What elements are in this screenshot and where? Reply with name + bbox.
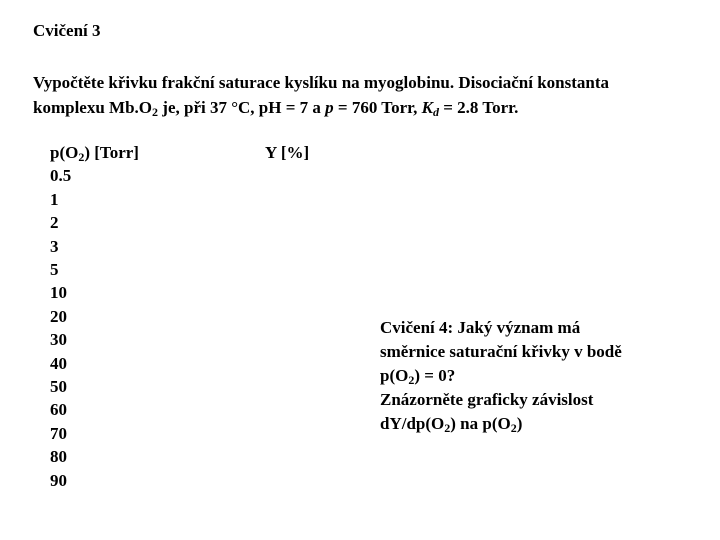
pressure-value: 20 (50, 306, 67, 326)
pressure-value: 0.5 (50, 166, 72, 186)
pressure-value: 60 (50, 400, 67, 420)
pressure-column (50, 141, 139, 492)
task-complex-text: komplexu Mb.O (33, 98, 153, 117)
pressure-value: 30 (50, 330, 67, 350)
pressure-value: 2 (50, 213, 59, 233)
pressure-symbol: p (325, 98, 334, 117)
exercise-4-line: $dY/dp(O_2)$ na $p(O_2)$ (380, 414, 523, 435)
exercise-title: Cvičení 3 (33, 21, 101, 40)
pressure-value: 40 (50, 353, 67, 373)
task-line-1: Vypočtěte křivku frakční saturace kyslíku na myoglobinu. Disociační konstanta (33, 73, 610, 92)
task-complex-subscript: 2 (152, 105, 159, 119)
pressure-value: 10 (50, 283, 67, 303)
pressure-value: 50 (50, 377, 67, 397)
pressure-value: 80 (50, 447, 67, 467)
pressure-value: 3 (50, 236, 59, 256)
kd-subscript: d (432, 105, 439, 119)
pressure-value-text: = 760 Torr, (333, 98, 422, 117)
task-description (33, 70, 718, 120)
pressure-value: 1 (50, 189, 59, 209)
exercise-4-line: Cvičení 4: Jaký význam má (380, 318, 581, 337)
exercise-4-block (380, 316, 710, 436)
exercise-4-line: Znázorněte graficky závislost (380, 390, 594, 409)
pressure-value: 90 (50, 470, 67, 490)
pressure-value: 70 (50, 423, 67, 443)
kd-symbol: K (421, 98, 433, 117)
exercise-4-line: směrnice saturační křivky v bodě (380, 342, 622, 361)
kd-value-text: = 2.8 Torr. (438, 98, 519, 117)
pressure-column-header: $p(O_2)$ [Torr] (50, 143, 139, 164)
exercise-4-line: $p(O_2) = 0$? (380, 366, 456, 387)
saturation-column (265, 141, 309, 164)
saturation-column-header: Y [%] (265, 143, 310, 162)
task-line-2 (33, 95, 718, 120)
pressure-value: 5 (50, 260, 59, 280)
task-conditions-text: je, při 37 °C, pH = 7 a (158, 98, 326, 117)
